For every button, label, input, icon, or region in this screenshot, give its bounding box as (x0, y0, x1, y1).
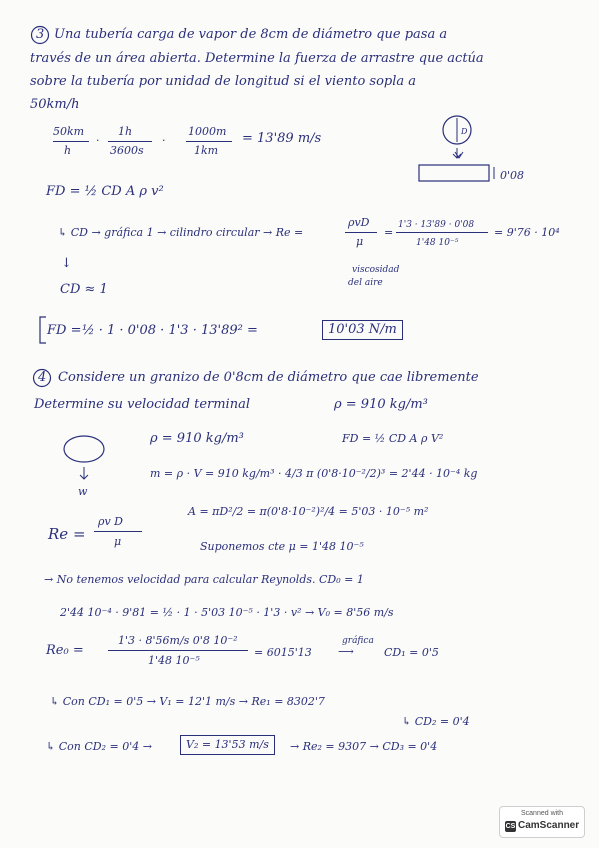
graph-note: gráfica (342, 636, 374, 646)
re-frac-bar (345, 232, 377, 233)
problem4-density-given: ρ = 910 kg/m³ (334, 397, 428, 412)
re-den: μ (356, 235, 364, 248)
iteration1-cd2: ↳ CD₂ = 0'4 (402, 715, 470, 728)
cd-approx: CD ≈ 1 (60, 282, 108, 297)
conv-result: = 13'89 m/s (242, 131, 322, 146)
conv-den1: h (64, 144, 72, 157)
conv-den3: 1km (194, 144, 219, 157)
graph-arrow: ⟶ (338, 645, 354, 658)
wind-arrow-icon (452, 150, 466, 164)
force-balance-equation: 2'44 10⁻⁴ · 9'81 = ½ · 1 · 5'03 10⁻⁵ · 1'3 · v² → V₀ = 8'56 m/s (60, 606, 394, 619)
re0-den: 1'48 10⁻⁵ (148, 654, 200, 667)
hailstone-sketch (62, 435, 112, 499)
re-calc-bar (396, 232, 488, 233)
problem3-statement-line4: 50km/h (30, 97, 80, 112)
pipe-diameter-label: 0'08 (500, 169, 525, 182)
cd-graph-note: ↳ CD → gráfica 1 → cilindro circular → Re = (58, 226, 304, 239)
problem3-statement-line2: través de un área abierta. Determine la fuerza de arrastre que actúa (30, 51, 484, 66)
problem3-statement-line1: Una tubería carga de vapor de 8cm de diámetro que pasa a (54, 27, 448, 42)
re-eq: = (384, 226, 394, 239)
no-velocity-note: → No tenemos velocidad para calcular Reynolds. CD₀ = 1 (44, 573, 364, 586)
conv-den2: 3600s (110, 144, 144, 157)
conv-dot1: · (96, 134, 100, 147)
problem4-number: 4 (38, 370, 47, 385)
viscosity-note-line1: viscosidad (352, 265, 400, 275)
viscosity-assumption: Suponemos cte μ = 1'48 10⁻⁵ (200, 540, 364, 553)
re0-frac-bar (108, 650, 248, 651)
viscosity-note-line2: del aire (348, 278, 383, 288)
re0-result: = 6015'13 (254, 646, 312, 659)
iteration2-right: → Re₂ = 9307 → CD₃ = 0'4 (290, 740, 438, 753)
reynolds-den: μ (114, 535, 122, 548)
conv-frac-bar1 (53, 141, 89, 142)
problem4-statement-line1: Considere un granizo de 0'8cm de diámetro que cae libremente (58, 370, 479, 385)
iteration2-left: ↳ Con CD₂ = 0'4 → (46, 740, 152, 753)
watermark-caption: Scanned with (520, 810, 564, 817)
re-result: = 9'76 · 10⁴ (494, 226, 560, 239)
conv-num3: 1000m (188, 125, 227, 138)
density-value: ρ = 910 kg/m³ (150, 431, 244, 446)
fd-final-answer-box: 10'03 N/m (322, 320, 403, 340)
problem4-statement-line2: Determine su velocidad terminal (34, 397, 250, 412)
mass-calculation: m = ρ · V = 910 kg/m³ · 4/3 π (0'8·10⁻²/2)³ = 2'44 · 10⁻⁴ kg (150, 467, 478, 480)
reynolds-frac-bar (94, 531, 142, 532)
conv-frac-bar2 (108, 141, 152, 142)
fd-final-expression: ½ · 1 · 0'08 · 1'3 · 13'89² = (82, 323, 258, 338)
svg-text:D: D (461, 127, 468, 136)
conv-num1: 50km (53, 125, 85, 138)
pipe-side-view-rectangle (418, 164, 498, 184)
svg-text:w: w (78, 485, 88, 498)
watermark-brand: CamScanner (518, 820, 580, 831)
re-num: ρvD (348, 216, 370, 229)
problem4-drag-formula: FD = ½ CD A ρ V² (342, 432, 444, 445)
re0-label: Re₀ = (46, 643, 84, 658)
terminal-velocity-answer-box: V₂ = 13'53 m/s (180, 735, 275, 755)
iteration1: ↳ Con CD₁ = 0'5 → V₁ = 12'1 m/s → Re₁ = 8302'7 (50, 695, 325, 708)
problem3-number: 3 (36, 27, 45, 42)
drag-force-formula: FD = ½ CD A ρ v² (46, 184, 164, 199)
conv-frac-bar3 (186, 141, 232, 142)
fd-final-label: FD = (47, 323, 82, 338)
conv-num2: 1h (118, 125, 133, 138)
cd1-value: CD₁ = 0'5 (384, 646, 439, 659)
reynolds-num: ρv D (98, 515, 123, 528)
reynolds-label: Re = (48, 525, 86, 543)
re-calc-num: 1'3 · 13'89 · 0'08 (398, 220, 475, 230)
area-calculation: A = πD²/2 = π(0'8·10⁻²)²/4 = 5'03 · 10⁻⁵ m² (188, 505, 429, 518)
problem3-statement-line3: sobre la tubería por unidad de longitud si el viento sopla a (30, 74, 417, 89)
re-calc-den: 1'48 10⁻⁵ (416, 238, 459, 248)
camscanner-watermark (499, 806, 585, 838)
camscanner-logo-icon: CS (505, 823, 516, 830)
conv-dot2: · (162, 134, 166, 147)
down-arrow-icon: ↓ (61, 256, 72, 271)
re0-num: 1'3 · 8'56m/s 0'8 10⁻² (118, 634, 238, 647)
